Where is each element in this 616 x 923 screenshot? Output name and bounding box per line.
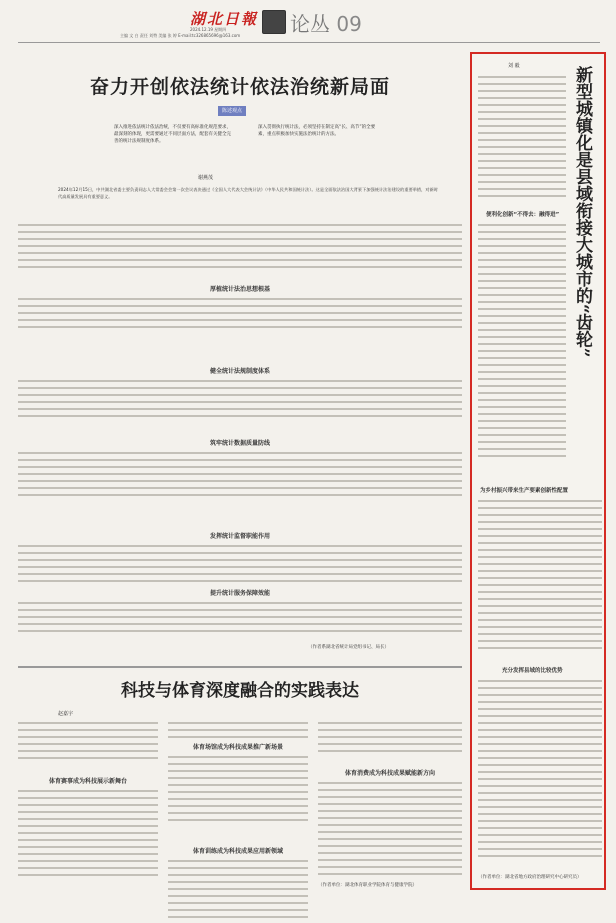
section-label: 论丛 <box>290 12 330 36</box>
second-article-source: （作者单位：湖北体育职业学院体育与健康学院） <box>318 883 417 888</box>
sidebar-text-block-3 <box>478 500 602 654</box>
main-article-intro: 2024年12月15日，中共湖北省委主要负责同志人大常委会会第一次会议表决通过《全国人大代表大会统计法》（中华人民共和国统计法）。这是全面依法治国大背景下加强统计法治建设的重要举措，对新时代高质量发展具有重要意义。 <box>58 187 438 200</box>
sidebar-article-source: （作者单位：湖北省地方政府治理研究中心研究员） <box>478 875 582 880</box>
masthead <box>0 0 616 44</box>
body-text-block-3 <box>18 380 462 422</box>
key-point-2: 深入贯彻执行统计法，必须坚持在制定高“长、高节”的全要素，重点积极加快实施法治统计的方法。 <box>258 125 376 137</box>
main-article-author: 谢燕茂 <box>198 175 214 181</box>
body-text-block-9 <box>168 722 308 743</box>
newspaper-logo: 湖北日報 <box>190 10 259 28</box>
section-name <box>290 8 362 37</box>
sidebar-article <box>470 52 606 890</box>
body-text-block-6 <box>18 602 462 637</box>
second-section-heading-3: 体育训练成为科技成果应用新领域 <box>192 848 283 855</box>
article-tag: 陈述观点 <box>218 106 246 116</box>
section-heading-2: 健全统计法规制度体系 <box>209 368 270 375</box>
body-text-block-10 <box>168 756 308 826</box>
sidebar-text-block-1 <box>478 76 566 202</box>
second-section-heading-2: 体育场馆成为科技成果推广新场景 <box>192 744 283 751</box>
body-text-block-13 <box>318 782 462 880</box>
section-heading-1: 厚植统计法治思想根基 <box>209 286 270 293</box>
section-heading-3: 筑牢统计数据质量防线 <box>209 440 270 447</box>
article-divider <box>18 666 462 668</box>
second-section-heading-4: 体育消费成为科技成果赋能新方向 <box>344 770 435 777</box>
header-rule <box>18 42 600 43</box>
main-article-source: （作者系湖北省统计局党组书记、局长） <box>308 645 389 650</box>
main-article-title: 奋力开创依法统计依法治统新局面 <box>89 76 390 98</box>
sidebar-heading-2: 为乡村振兴带来生产要素创新性配置 <box>480 488 569 494</box>
body-text-block-5 <box>18 545 462 587</box>
body-text-block-1 <box>18 224 462 273</box>
key-point-1: 深入推进依法统计依法治统，不仅要有高标准化规范要求，最深刻的体现，更需要通过不同层面方法，配套有关健全完善的统计法规制度体系。 <box>114 125 231 144</box>
editor-line: 主编 文 白 责任 刘赞 美编 张 婷 E-mail:tc326865696@163.com <box>120 33 241 38</box>
second-article-title: 科技与体育深度融合的实践表达 <box>121 681 359 701</box>
body-text-block-8 <box>18 790 158 881</box>
body-text-block-11 <box>168 860 308 923</box>
body-text-block-2 <box>18 298 462 333</box>
sidebar-heading-3: 充分发挥县域的比较优势 <box>502 668 563 674</box>
dateline: 2024.12.19 星期四 <box>190 27 227 32</box>
page-number: 09 <box>336 12 362 36</box>
body-text-block-12 <box>318 722 462 757</box>
section-emblem-icon <box>262 10 286 34</box>
sidebar-article-title: 新型城镇化是县域衔接大城市的“齿轮” <box>572 66 592 358</box>
sidebar-text-block-4 <box>478 680 602 862</box>
section-heading-4: 发挥统计监督职能作用 <box>209 533 270 540</box>
section-heading-5: 提升统计服务保障效能 <box>209 590 270 597</box>
body-text-block-4 <box>18 452 462 501</box>
body-text-block-7 <box>18 722 158 764</box>
sidebar-article-author: 刘 毅 <box>508 63 520 69</box>
sidebar-text-block-2 <box>478 224 566 462</box>
second-article-author: 赵嘉宇 <box>58 711 74 717</box>
second-section-heading-1: 体育赛事成为科技展示新舞台 <box>48 778 127 785</box>
main-article <box>18 46 462 886</box>
sidebar-heading-1: 便利化创新“不得去：融得进” <box>486 212 560 218</box>
